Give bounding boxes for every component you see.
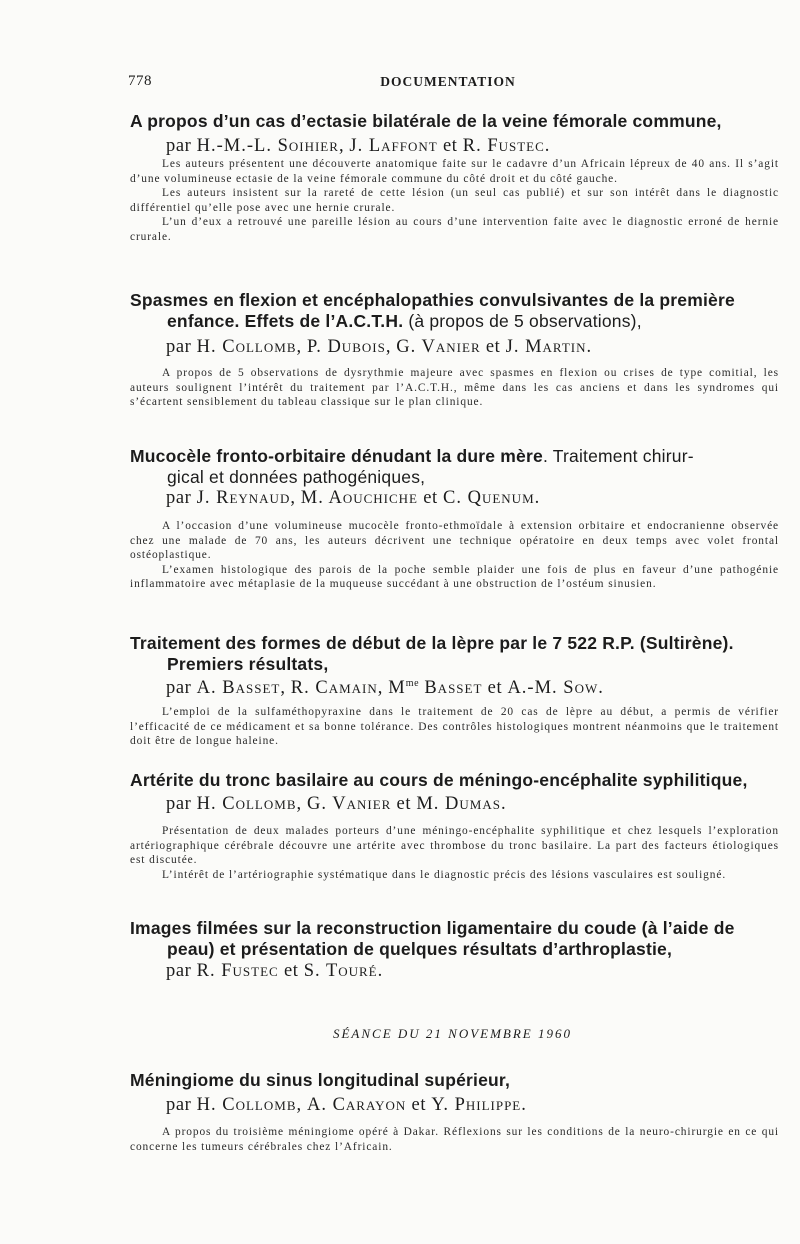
author-text: . [598, 678, 604, 699]
author-name: H. Collomb [196, 1095, 297, 1115]
author-name: J. Laffont [349, 136, 438, 156]
article-abstract: Présentation de deux malades porteurs d’une méningo-encéphalite syphilitique et chez lesquels l’exploration artériographique cérébrale découvre une artérite avec thrombose du tronc basilaire. La part des facteurs étiologiques est discutée. L’intérêt de l’artériographie systématique dans le diagnostic précis des lésions vasculaires est souligné. [130, 825, 779, 881]
session-heading: SÉANCE DU 21 NOVEMBRE 1960 [332, 1026, 573, 1041]
author-name: A.-M. Sow [507, 678, 599, 699]
author-text: , [296, 794, 307, 814]
author-text: et [480, 337, 506, 357]
author-name: J. Reynaud [196, 488, 291, 508]
author-name: M. Dumas [416, 794, 501, 814]
page-number: 778 [128, 73, 152, 89]
author-name: R. Fustec [462, 136, 545, 156]
author-text: . [377, 961, 383, 981]
author-name: A. Carayon [306, 1095, 407, 1115]
author-name: M. Aouchiche [300, 488, 418, 508]
author-name: H. Collomb [196, 337, 297, 357]
article-authors [166, 793, 766, 815]
article-authors [166, 1094, 766, 1116]
author-text: , [280, 678, 291, 699]
author-text: . [534, 488, 540, 508]
author-name: M [388, 678, 406, 699]
author-text: et [278, 961, 304, 981]
author-text: , [296, 1095, 307, 1115]
author-text: , [338, 136, 350, 156]
author-text: , [296, 337, 307, 357]
author-text: par [166, 1095, 197, 1115]
article-authors [166, 487, 766, 509]
author-name: G. Vanier [396, 337, 481, 357]
author-text: et [406, 1095, 432, 1115]
article-authors [166, 135, 766, 157]
author-text: par [166, 337, 197, 357]
author-text: . [544, 136, 551, 156]
author-text: , [377, 678, 389, 699]
running-head: DOCUMENTATION [380, 74, 516, 89]
author-text: me [405, 678, 420, 689]
author-text: par [166, 678, 197, 699]
author-text: . [586, 337, 592, 357]
author-name: S. Touré [303, 961, 378, 981]
author-name: H. Collomb [196, 794, 297, 814]
author-name: Y. Philippe [431, 1095, 522, 1115]
author-text: , [290, 488, 301, 508]
author-name: R. Fustec [196, 961, 279, 981]
article-authors [166, 960, 766, 982]
author-text: et [482, 678, 508, 699]
author-name: R. Camain [290, 678, 378, 699]
author-text: et [437, 136, 463, 156]
article-title: Spasmes en flexion et encéphalopathies convulsivantes de la première enfance. Effets de l’A.C.T.H. (à propos de 5 observations), [130, 290, 735, 331]
article-title: Traitement des formes de début de la lèpre par le 7 522 R.P. (Sultirène). Premiers résultats, [130, 633, 734, 674]
author-name: J. Martin [505, 337, 587, 357]
author-text: par [166, 136, 197, 156]
article-title: Mucocèle fronto-orbitaire dénudant la dure mère. Traitement chirur- gical et données pathogéniques, [130, 446, 694, 487]
author-text: et [418, 488, 444, 508]
author-name: H.-M.-L. Soihier [196, 136, 339, 156]
author-text: . [521, 1095, 527, 1115]
page-header [128, 73, 768, 93]
author-name: P. Dubois [306, 337, 386, 357]
article-abstract: Les auteurs présentent une découverte anatomique faite sur le cadavre d’un Africain lépreux de 40 ans. Il s’agit d’une volumineuse ectasie de la veine fémorale commune du côté droit et du côté gauche. Les auteurs insistent sur la rareté de cette lésion (un seul cas publié) et sur son intérêt dans le diagnostic différentiel qu’elle pose avec une hernie crurale. L’un d’eux a retrouvé une pareille lésion au cours d’une intervention faite avec le diagnostic erroné de hernie crurale. [130, 158, 779, 243]
author-name: A. Basset [196, 678, 281, 699]
author-text: par [166, 794, 197, 814]
author-name: Basset [424, 678, 483, 699]
author-text: et [391, 794, 417, 814]
author-name: G. Vanier [306, 794, 392, 814]
article-abstract: A propos du troisième méningiome opéré à Dakar. Réflexions sur les conditions de la neuro-chirurgie en ce qui concerne les tumeurs cérébrales chez l’Africain. [130, 1126, 779, 1153]
author-text: . [500, 794, 507, 814]
article-abstract: A propos de 5 observations de dysrythmie majeure avec spasmes en flexion ou crises de type comitial, les auteurs soulignent l’intérêt du traitement par l’A.C.T.H., même dans les cas anciens et dans les syndromes qui s’écartent sensiblement du tableau classique sur le plan clinique. [130, 367, 779, 409]
author-text: par [166, 961, 197, 981]
article-authors [166, 673, 766, 699]
article-authors [166, 336, 766, 358]
author-text: , [385, 337, 397, 357]
article-title: Méningiome du sinus longitudinal supérieur, [130, 1070, 511, 1090]
article-abstract: L’emploi de la sulfaméthopyraxine dans le traitement de 20 cas de lèpre au début, a permis de vérifier l’efficacité de ce médicament et sa bonne tolérance. Des contrôles histologiques montrent néanmoins que le traitement doit être de longue haleine. [130, 706, 779, 748]
article-title: A propos d’un cas d’ectasie bilatérale de la veine fémorale commune, [130, 111, 722, 131]
article-title: Artérite du tronc basilaire au cours de méningo-encéphalite syphilitique, [130, 770, 748, 790]
author-name: C. Quenum [443, 488, 535, 508]
author-text: par [166, 488, 197, 508]
article-abstract: A l’occasion d’une volumineuse mucocèle fronto-ethmoïdale à extension orbitaire et endocranienne observée chez une malade de 70 ans, les auteurs décrivent une technique opératoire en deux temps avec volet frontal ostéoplastique. L’examen histologique des parois de la poche semble plaider une fois de plus en faveur d’une pathogénie inflammatoire avec métaplasie de la muqueuse succédant à une obstruction de l’ostéum sinusien. [130, 520, 779, 591]
article-title: Images filmées sur la reconstruction ligamentaire du coude (à l’aide de peau) et présentation de quelques résultats d’arthroplastie, [130, 918, 735, 959]
